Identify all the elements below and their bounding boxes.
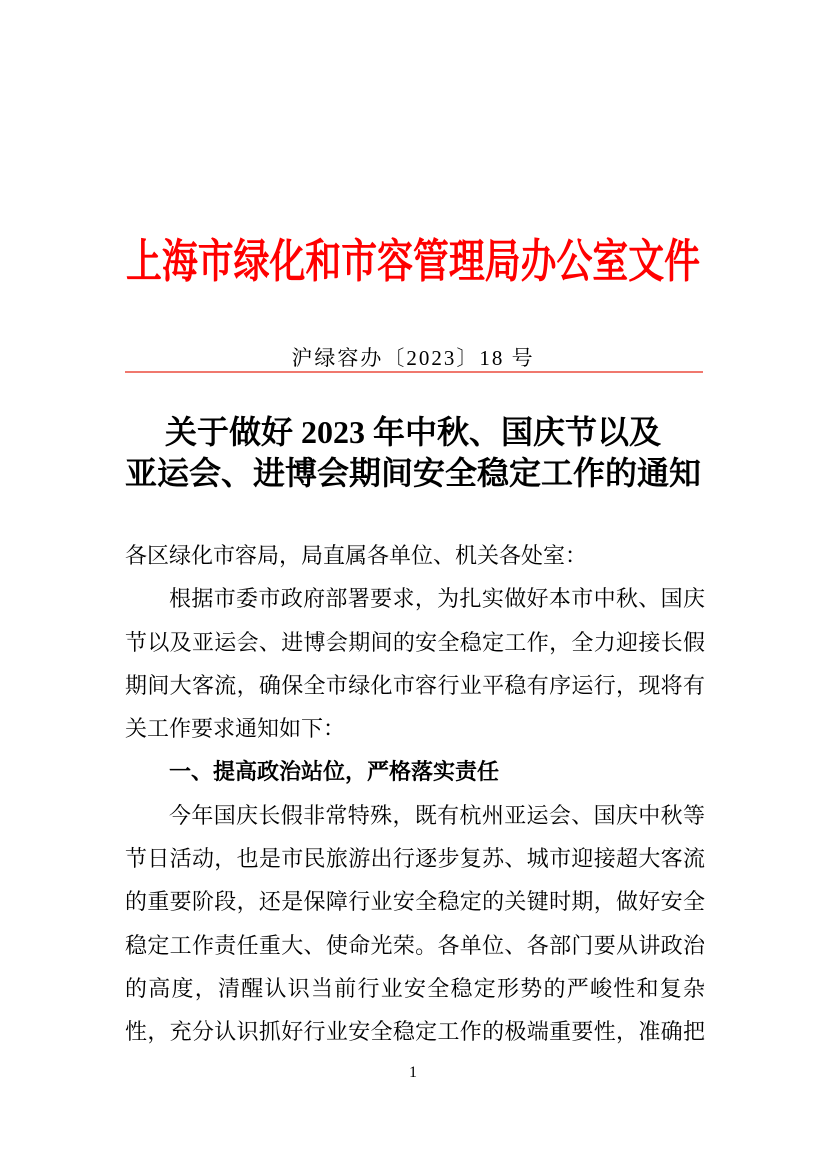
body-line: 稳定工作责任重大、使命光荣。各单位、各部门要从讲政治: [125, 932, 705, 958]
document-header-title-text: 上海市绿化和市容管理局办公室文件: [125, 236, 701, 287]
body-line: 期间大客流，确保全市绿化市容行业平稳有序运行，现将有: [125, 672, 705, 698]
body-line: 各区绿化市容局，局直属各单位、机关各处室：: [125, 543, 588, 568]
body-line: 节以及亚运会、进博会期间的安全稳定工作，全力迎接长假: [125, 629, 705, 655]
body-line: 今年国庆长假非常特殊，既有杭州亚运会、国庆中秋等: [169, 802, 705, 828]
body-line: 节日活动，也是市民旅游出行逐步复苏、城市迎接超大客流: [125, 846, 705, 872]
document-header-title: [0, 236, 826, 288]
page-number: 1: [409, 1064, 417, 1081]
body-line: 根据市委市政府部署要求，为扎实做好本市中秋、国庆: [169, 586, 705, 612]
body-line: 关工作要求通知如下：: [125, 716, 346, 742]
document-title: [0, 412, 826, 494]
document-title-line: 关于做好 2023 年中秋、国庆节以及: [164, 414, 661, 450]
document-title-line: 亚运会、进博会期间安全稳定工作的通知: [124, 455, 701, 491]
body-line: 的重要阶段，还是保障行业安全稳定的关键时期，做好安全: [125, 889, 705, 915]
document-number: 沪绿容办〔2023〕18 号: [291, 346, 535, 370]
document-body: [125, 534, 705, 1054]
body-line: 的高度，清醒认识当前行业安全稳定形势的严峻性和复杂: [125, 975, 705, 1001]
body-line: 性，充分认识抓好行业安全稳定工作的极端重要性，准确把: [125, 1019, 705, 1045]
section-heading: 一、提高政治站位，严格落实责任: [169, 759, 500, 785]
red-divider-line: [125, 371, 703, 373]
